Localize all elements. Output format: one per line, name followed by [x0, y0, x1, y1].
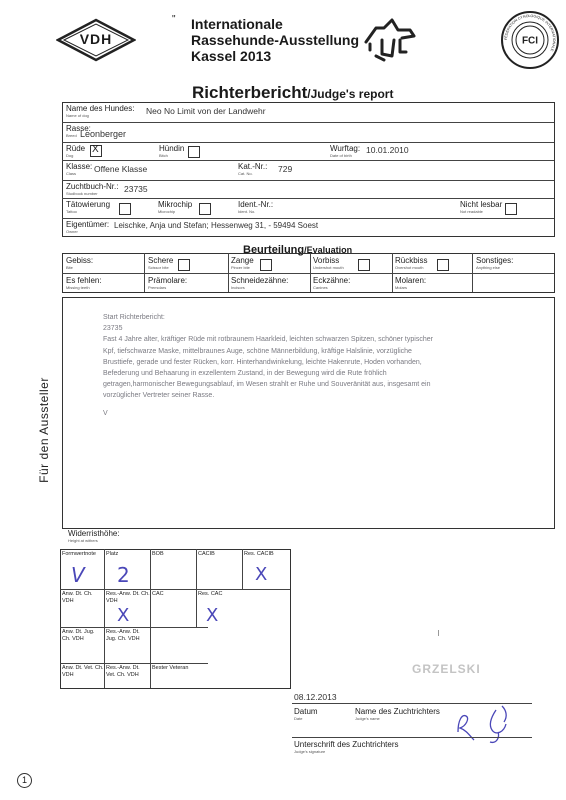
report-line: V	[103, 409, 108, 417]
female-checkbox[interactable]	[188, 146, 200, 158]
header-mark: "	[172, 14, 176, 25]
bite-label: Gebiss: Bite	[66, 256, 94, 270]
microchip-label: Mikrochip Microchip	[158, 200, 193, 214]
overshot-checkbox[interactable]	[437, 259, 449, 271]
incisors-label: Schneidezähne: Incisors	[231, 276, 289, 290]
report-title-main: Richterbericht	[192, 83, 308, 102]
female-label: Hündin Bitch	[159, 144, 185, 158]
birth-label: Wurftag: Date of birth	[330, 144, 361, 158]
res-anw-jug-label: Res.-Anw. Dt. Jug. Ch. VDH	[106, 629, 140, 642]
side-label: Für den Aussteller	[37, 377, 51, 483]
other-label: Sonstiges: Anything else	[476, 256, 514, 270]
unreadable-checkbox[interactable]	[505, 203, 517, 215]
report-line: Start Richterbericht:	[103, 314, 165, 321]
rescacib-mark[interactable]: X	[255, 564, 268, 585]
header-title-1: Internationale	[191, 16, 283, 32]
anw-vdh-label: Anw. Dt. Ch. VDH	[62, 591, 93, 604]
report-title-sub: /Judge's report	[307, 87, 394, 101]
vdh-logo-text: VDH	[79, 31, 113, 47]
anw-vet-label: Anw. Dt. Vet. Ch. VDH	[62, 665, 104, 678]
date-value[interactable]: 08.12.2013	[294, 692, 337, 702]
breed-label: Rasse: Breed	[66, 124, 91, 138]
scissor-checkbox[interactable]	[178, 259, 190, 271]
evaluation-title: Beurteilung/Evaluation	[243, 244, 353, 256]
anw-jug-label: Anw. Dt. Jug. Ch. VDH	[62, 629, 95, 642]
studbook-label: Zuchtbuch-Nr.: Studbook number	[66, 182, 119, 196]
res-cac-label: Res. CAC	[198, 591, 223, 597]
res-anw-vdh-label: Res.-Anw. Dt. Ch. VDH	[106, 591, 150, 604]
male-label: Rüde Dog	[66, 144, 86, 158]
premolars-label: Prämolare: Premolars	[148, 276, 188, 290]
molars-label: Molaren: Molars	[395, 276, 427, 290]
cursor-mark	[438, 630, 439, 636]
report-line: vorzüglicher Vertreter seiner Rasse.	[103, 392, 215, 400]
class-value[interactable]: Offene Klasse	[94, 164, 148, 174]
judge-stamp: GRZELSKI	[412, 662, 481, 676]
report-line: 23735	[103, 325, 123, 333]
catno-label: Kat.-Nr.: Cat. No.	[238, 162, 268, 176]
microchip-checkbox[interactable]	[199, 203, 211, 215]
birth-value[interactable]: 10.01.2010	[366, 145, 409, 155]
tattoo-label: Tätowierung Tattoo	[66, 200, 111, 214]
res-cac-mark[interactable]: X	[206, 605, 219, 626]
fci-seal-text: FCI	[521, 35, 539, 47]
rescacib-header: Res. CACIB	[244, 551, 274, 557]
report-text	[103, 312, 433, 419]
owner-label: Eigentümer: Owner	[66, 220, 110, 234]
undershot-label: Vorbiss Undershot mouth	[313, 256, 344, 270]
ident-label: Ident.-Nr.: Ident. No.	[238, 200, 274, 214]
fci-seal	[500, 10, 560, 70]
res-anw-vet-label: Res.-Anw. Dt. Vet. Ch. VDH	[106, 665, 140, 678]
dog-head-logo	[362, 16, 418, 62]
judge-signature	[452, 702, 532, 746]
date-label: Datum Date	[294, 707, 318, 721]
place-header: Platz	[106, 551, 119, 557]
header-title-3: Kassel 2013	[191, 48, 272, 64]
judge-name-label: Name des Zuchtrichters Judge's name	[355, 707, 440, 721]
rating-header: Formwertnote	[62, 551, 96, 557]
class-label: Klasse: Class	[66, 162, 93, 176]
overshot-label: Rückbiss Overshot mouth	[395, 256, 428, 270]
signature-label: Unterschrift des Zuchtrichters Judge's signature	[294, 740, 399, 754]
male-checkbox-mark: X	[92, 144, 99, 155]
owner-value[interactable]: Leischke, Anja und Stefan; Hessenweg 31, - 59494 Soest	[114, 221, 319, 230]
report-line: Brusttiefe, gerade und fester Rücken, korr. Hinterhandwinkelung, leichte Hakenrute, Hoden vorhanden,	[103, 358, 422, 366]
bob-header: BOB	[152, 551, 164, 557]
report-line: Fast 4 Jahre alter, kräftiger Rüde mit rotbraunem Haarkleid, leichten schwarzen Spitzen, schöner typischer	[103, 336, 433, 344]
res-anw-mark[interactable]: X	[117, 605, 130, 626]
report-title	[192, 83, 393, 103]
fci-ring-text: FÉDÉRATION CYNOLOGIQUE INTERNATIONALE	[503, 13, 557, 52]
height-label: Widerristhöhe: Height at withers	[68, 529, 120, 543]
best-veteran-label: Bester Veteran	[152, 665, 189, 671]
place-value[interactable]: 2	[117, 563, 130, 587]
missing-label: Es fehlen: Missing teeth	[66, 276, 102, 290]
header-title-2: Rassehunde-Ausstellung	[191, 32, 360, 48]
undershot-checkbox[interactable]	[358, 259, 370, 271]
dog-name-label: Name des Hundes: Name of dog	[66, 104, 135, 118]
rating-value[interactable]: V	[71, 563, 85, 587]
pincer-label: Zange Pincer bite	[231, 256, 254, 270]
report-line: getragen,harmonischer Bewegungsablauf, im Wesen strahlt er Ruhe und Souveränität aus, insgesamt ein	[103, 381, 431, 389]
catno-value[interactable]: 729	[278, 164, 293, 174]
report-line: Kpf, tiefschwarze Maske, mittelbraunes Auge, schöne Männerbildung, kräftige Halslinie, vorzügliche	[103, 347, 412, 355]
dog-name-value[interactable]: Neo No Limit von der Landwehr	[146, 106, 266, 116]
studbook-value[interactable]: 23735	[124, 184, 148, 194]
unreadable-label: Nicht lesbar Not readable	[460, 200, 503, 214]
tattoo-checkbox[interactable]	[119, 203, 131, 215]
breed-value[interactable]: Leonberger	[80, 129, 127, 139]
scissor-label: Schere Scissor bite	[148, 256, 174, 270]
pincer-checkbox[interactable]	[260, 259, 272, 271]
page-number: 1	[17, 773, 32, 788]
report-line: Befederung und Behaarung in exzellentem Zustand, in der Bewegung wird die Rute fröhlich	[103, 370, 387, 378]
cacib-header: CACIB	[198, 551, 215, 557]
cac-label: CAC	[152, 591, 164, 597]
canines-label: Eckzähne: Canines	[313, 276, 351, 290]
